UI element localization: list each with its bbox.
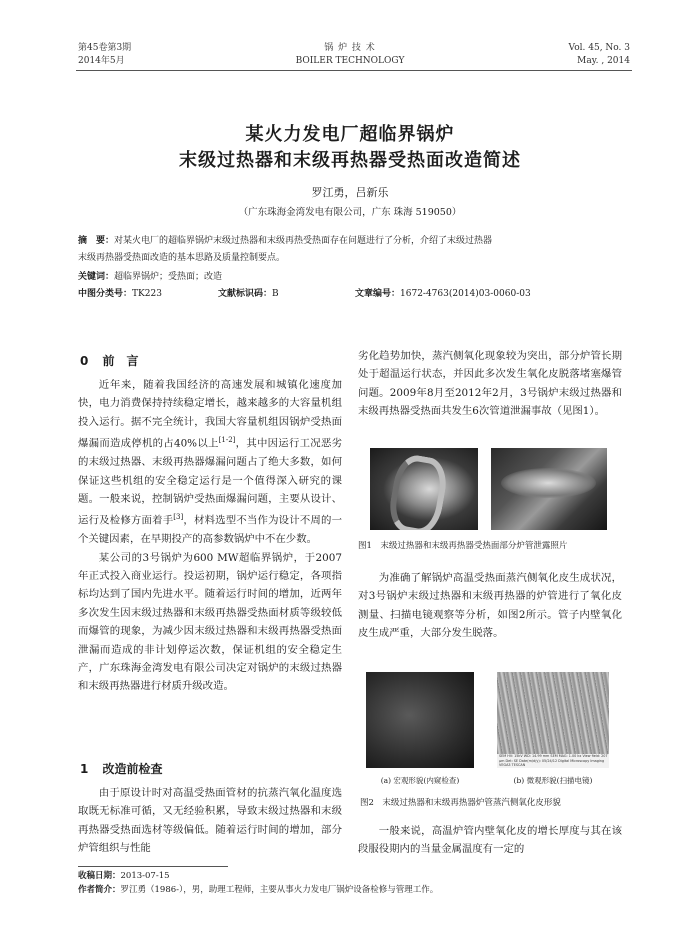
header-date-en: May. , 2014: [577, 56, 630, 66]
received-label: 收稿日期：: [78, 871, 121, 881]
figure-1-photo-right: [491, 448, 607, 530]
intro-p1-part1: 近年来，随着我国经济的高速发展和城镇化速度加快，电力消费保持持续稳定增长，越来越多的大容量机组投入运行。据不完全统计，我国大容量机组因锅炉受热面爆漏而造成停机的占40%以上: [78, 379, 342, 450]
figure-1-photo-left: [370, 448, 478, 530]
intro-p1-part3: ，材料选型不当作为设计不周的一个关键因素，在早期投产的高参数锅炉中不在少数。: [78, 514, 343, 546]
author-bio: [78, 884, 628, 897]
author-bio-label: 作者简介：: [78, 885, 121, 895]
paper-affiliation: （广东珠海金湾发电有限公司，广东 珠海 519050）: [238, 207, 462, 218]
abstract: [78, 234, 628, 249]
article-number-label: 文章编号：: [355, 289, 401, 299]
header-rule: [76, 70, 632, 71]
article-number-value: 1672-4763(2014)03-0060-03: [400, 289, 531, 299]
left-column-text: [78, 376, 342, 696]
section-0-heading: [80, 352, 139, 369]
figure-2a-photo: [366, 672, 474, 768]
section-0-number: 0: [80, 354, 89, 368]
figure-1-caption: 图1 末级过热器和末级再热器受热面部分炉管泄露照片: [358, 541, 568, 551]
clc-number: [78, 287, 162, 302]
figure-2b-label: (b) 微观形貌(扫描电镜): [513, 776, 593, 785]
ruptured-tube-shape: [386, 452, 451, 530]
header-volume-en: Vol. 45, No. 3: [568, 43, 630, 53]
clc-label: 中图分类号：: [78, 289, 133, 299]
doc-code-label: 文献标识码：: [218, 289, 273, 299]
figure-2a-label: (a) 宏观形貌(内窥检查): [380, 776, 460, 785]
abstract-label: 摘 要：: [78, 236, 115, 246]
right-paragraph-1: 劣化趋势加快，蒸汽侧氧化现象较为突出，部分炉管长期处于超温运行状态，并因此多次发生氧化皮脱落堵塞爆管问题。2009年8月至2012年2月，3号锅炉末级过热器和末级再热器受热面共发生6次管道泄漏事故（见图1）。: [358, 350, 622, 418]
footnote-rule: [78, 866, 228, 867]
header-volume-cn: 第45卷第3期: [78, 43, 132, 53]
article-number: [355, 287, 531, 302]
section-1-paragraph-1: 由于原设计时对高温受热面管材的抗蒸汽氧化温度选取既无标准可循，又无经验积累，导致末级过热器和末级再热器受热面选材等级偏低。随着运行时间的增加，部分炉管组织与性能: [78, 787, 342, 855]
right-paragraph-3: 一般来说，高温炉管内壁氧化皮的增长厚度与其在该段服役期内的当量金属温度有一定的: [358, 825, 622, 856]
section-0-title: 前 言: [102, 354, 139, 368]
section-1-number: 1: [80, 762, 89, 776]
keywords-label: 关键词：: [78, 272, 115, 282]
citation-3: [3]: [173, 513, 184, 522]
burst-tube-shape: [501, 468, 596, 498]
doc-code-value: B: [272, 289, 279, 299]
section-1-heading: [80, 760, 163, 777]
right-column-text-bottom: [358, 822, 622, 859]
sem-info-bar: SEM HV: 15kV WD: 14.99 mm SEM MAG: 1.00 kx View field: 207 μm Det: SE Date(m/d/y): 05/24/12 Digital Microscopy Imaging VEGA3 TESCAN: [497, 754, 609, 768]
intro-paragraph-1: [78, 376, 342, 549]
keywords-text: 超临界锅炉；受热面；改造: [114, 272, 223, 282]
abstract-continued: 末级再热器受热面改造的基本思路及质量控制要点。: [78, 253, 286, 263]
clc-value: TK223: [132, 289, 162, 299]
received-date: [78, 870, 170, 883]
received-value: 2013-07-15: [120, 871, 170, 881]
header-date-cn: 2014年5月: [78, 56, 125, 66]
header-journal-en: BOILER TECHNOLOGY: [295, 56, 405, 66]
section-1-title: 改造前检查: [102, 762, 163, 776]
section-1-text: [78, 784, 342, 858]
doc-code: [218, 287, 279, 302]
right-column-text-top: [358, 347, 622, 421]
intro-p1-part2: ，其中因运行工况恶劣的末级过热器、末级再热器爆漏问题占了绝大多数，如何保证这些机组的安全稳定运行是一个值得深入研究的课题。一般来说，控制锅炉受热面爆漏问题，主要从设计、运行及检修方面着手: [78, 437, 343, 527]
keywords: [78, 270, 222, 285]
paper-authors: 罗江勇，吕新乐: [311, 186, 389, 199]
intro-paragraph-2: 某公司的3号锅炉为600 MW超临界锅炉，于2007年正式投入商业运行。投运初期，锅炉运行稳定，各项指标均达到了国内先进水平。随着运行时间的增加，近两年多次发生因末级过热器和末级再热器受热面材质等级较低而爆管的现象，为减少因末级过热器和末级再热器受热面泄漏而造成的非计划停运次数，保证机组的安全稳定生产，广东珠海金湾发电有限公司决定对锅炉的末级过热器和末级再热器进行材质升级改造。: [78, 551, 342, 693]
abstract-text-1: 对某火电厂的超临界锅炉末级过热器和末级再热受热面存在问题进行了分析，介绍了末级过热器: [114, 236, 493, 246]
author-bio-text: 罗江勇（1986-），男，助理工程师，主要从事火力发电厂锅炉设备检修与管理工作。: [120, 885, 439, 895]
paper-title-line1: 某火力发电厂超临界锅炉: [245, 124, 455, 145]
right-column-text-middle: [358, 569, 622, 643]
figure-2-caption: 图2 末级过热器和末级再热器炉管蒸汽侧氧化皮形貌: [360, 798, 561, 808]
paper-title-line2: 末级过热器和末级再热器受热面改造简述: [179, 150, 521, 171]
right-paragraph-2: 为准确了解锅炉高温受热面蒸汽侧氧化皮生成状况，对3号锅炉末级过热器和末级再热器的炉管进行了氧化皮测量、扫描电镜观察等分析，如图2所示。管子内壁氧化皮生成严重，大部分发生脱落。: [358, 572, 622, 640]
citation-1-2: [1-2]: [218, 436, 236, 445]
figure-2b-photo: [497, 672, 609, 768]
header-journal-cn: 锅 炉 技 术: [324, 43, 376, 53]
